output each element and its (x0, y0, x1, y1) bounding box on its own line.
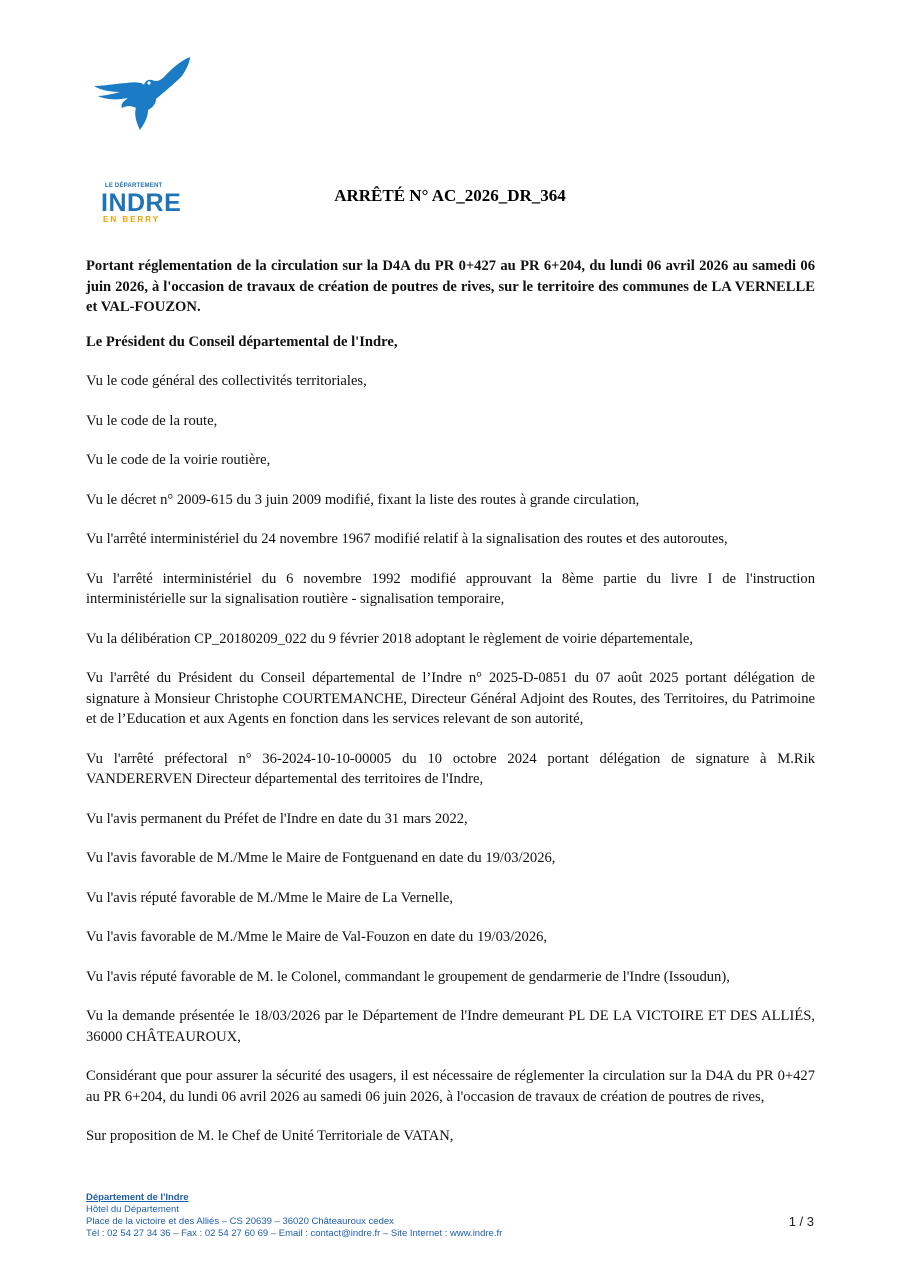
vu-paragraph: Vu le code de la voirie routière, (86, 452, 271, 468)
vu-paragraph: Vu la demande présentée le 18/03/2026 par le Département de l'Indre demeurant PL DE LA VICTOIRE ET DES ALLIÉS, 36000 CHÂTEAUROUX, (86, 1008, 815, 1045)
footer-address: Place de la victoire et des Alliés – CS 20639 – 36020 Châteauroux cedex (86, 1216, 394, 1227)
vu-paragraph: Vu le décret n° 2009-615 du 3 juin 2009 modifié, fixant la liste des routes à grande circulation, (86, 491, 640, 508)
footer-contact: Tél : 02 54 27 34 36 – Fax : 02 54 27 60 69 – Email : contact@indre.fr – Site Internet : www.indre.fr (86, 1228, 503, 1239)
vu-paragraph: Vu l'arrêté interministériel du 6 novembre 1992 modifié approuvant la 8ème partie du livre I de l'instruction interministérielle sur la signalisation routière - signalisation temporaire, (86, 570, 815, 607)
footer-title-link[interactable]: Département de l'Indre (86, 1192, 189, 1203)
document-title: ARRÊTÉ N° AC_2026_DR_364 (334, 186, 566, 205)
footer-line: Hôtel du Département (86, 1204, 179, 1215)
vu-paragraph: Vu l'arrêté du Président du Conseil départemental de l’Indre n° 2025-D-0851 du 07 août 2025 portant délégation de signature à Monsieur Christophe COURTEMANCHE, Directeur Général Adjoint des Routes, des Territoires, du Patrimoine et de l’Education et aux Agents en fonction dans les services relevant de son autorité, (86, 670, 815, 727)
vu-paragraph: Vu l'avis permanent du Préfet de l'Indre en date du 31 mars 2022, (86, 810, 468, 827)
logo-small-text: LE DÉPARTEMENT (105, 183, 163, 189)
vu-paragraph: Vu l'avis favorable de M./Mme le Maire de Fontguenand en date du 19/03/2026, (86, 850, 556, 866)
department-logo (90, 52, 194, 224)
vu-paragraph: Vu l'arrêté interministériel du 24 novembre 1967 modifié relatif à la signalisation des routes et des autoroutes, (86, 531, 728, 547)
vu-paragraph: Vu le code de la route, (86, 412, 218, 429)
logo-sub-text: EN BERRY (103, 215, 161, 224)
page-footer (86, 1192, 826, 1240)
vu-paragraph: Vu l'avis favorable de M./Mme le Maire de Val-Fouzon en date du 19/03/2026, (86, 929, 548, 945)
president-line: Le Président du Conseil départemental de l'Indre, (86, 333, 398, 350)
considerant-paragraph: Considérant que pour assurer la sécurité des usagers, il est nécessaire de réglementer la circulation sur la D4A du PR 0+427 au PR 6+204, du lundi 06 avril 2026 au samedi 06 juin 2026, à l'occasion de travaux de création de poutres de rives, (86, 1068, 815, 1105)
subject-paragraph: Portant réglementation de la circulation sur la D4A du PR 0+427 au PR 6+204, du lundi 06 avril 2026 au samedi 06 juin 2026, à l'occasion de travaux de création de poutres de rives, sur le territoire des communes de LA VERNELLE et VAL-FOUZON. (86, 258, 815, 315)
vu-paragraph: Vu l'arrêté préfectoral n° 36-2024-10-10-00005 du 10 octobre 2024 portant délégation de signature à M.Rik VANDERERVEN Directeur départemental des territoires de l'Indre, (86, 750, 815, 787)
document-body (86, 256, 815, 1166)
vu-paragraph: Vu le code général des collectivités territoriales, (86, 373, 367, 389)
vu-paragraph: Vu l'avis réputé favorable de M. le Colonel, commandant le groupement de gendarmerie de l'Indre (Issoudun), (86, 968, 730, 985)
vu-paragraph: Vu l'avis réputé favorable de M./Mme le Maire de La Vernelle, (86, 889, 454, 906)
proposition-paragraph: Sur proposition de M. le Chef de Unité Territoriale de VATAN, (86, 1128, 454, 1144)
vu-paragraph: Vu la délibération CP_20180209_022 du 9 février 2018 adoptant le règlement de voirie départementale, (86, 630, 694, 647)
logo-main-text: INDRE (101, 189, 182, 217)
page-number: 1 / 3 (788, 1214, 814, 1229)
bird-icon (90, 52, 194, 134)
